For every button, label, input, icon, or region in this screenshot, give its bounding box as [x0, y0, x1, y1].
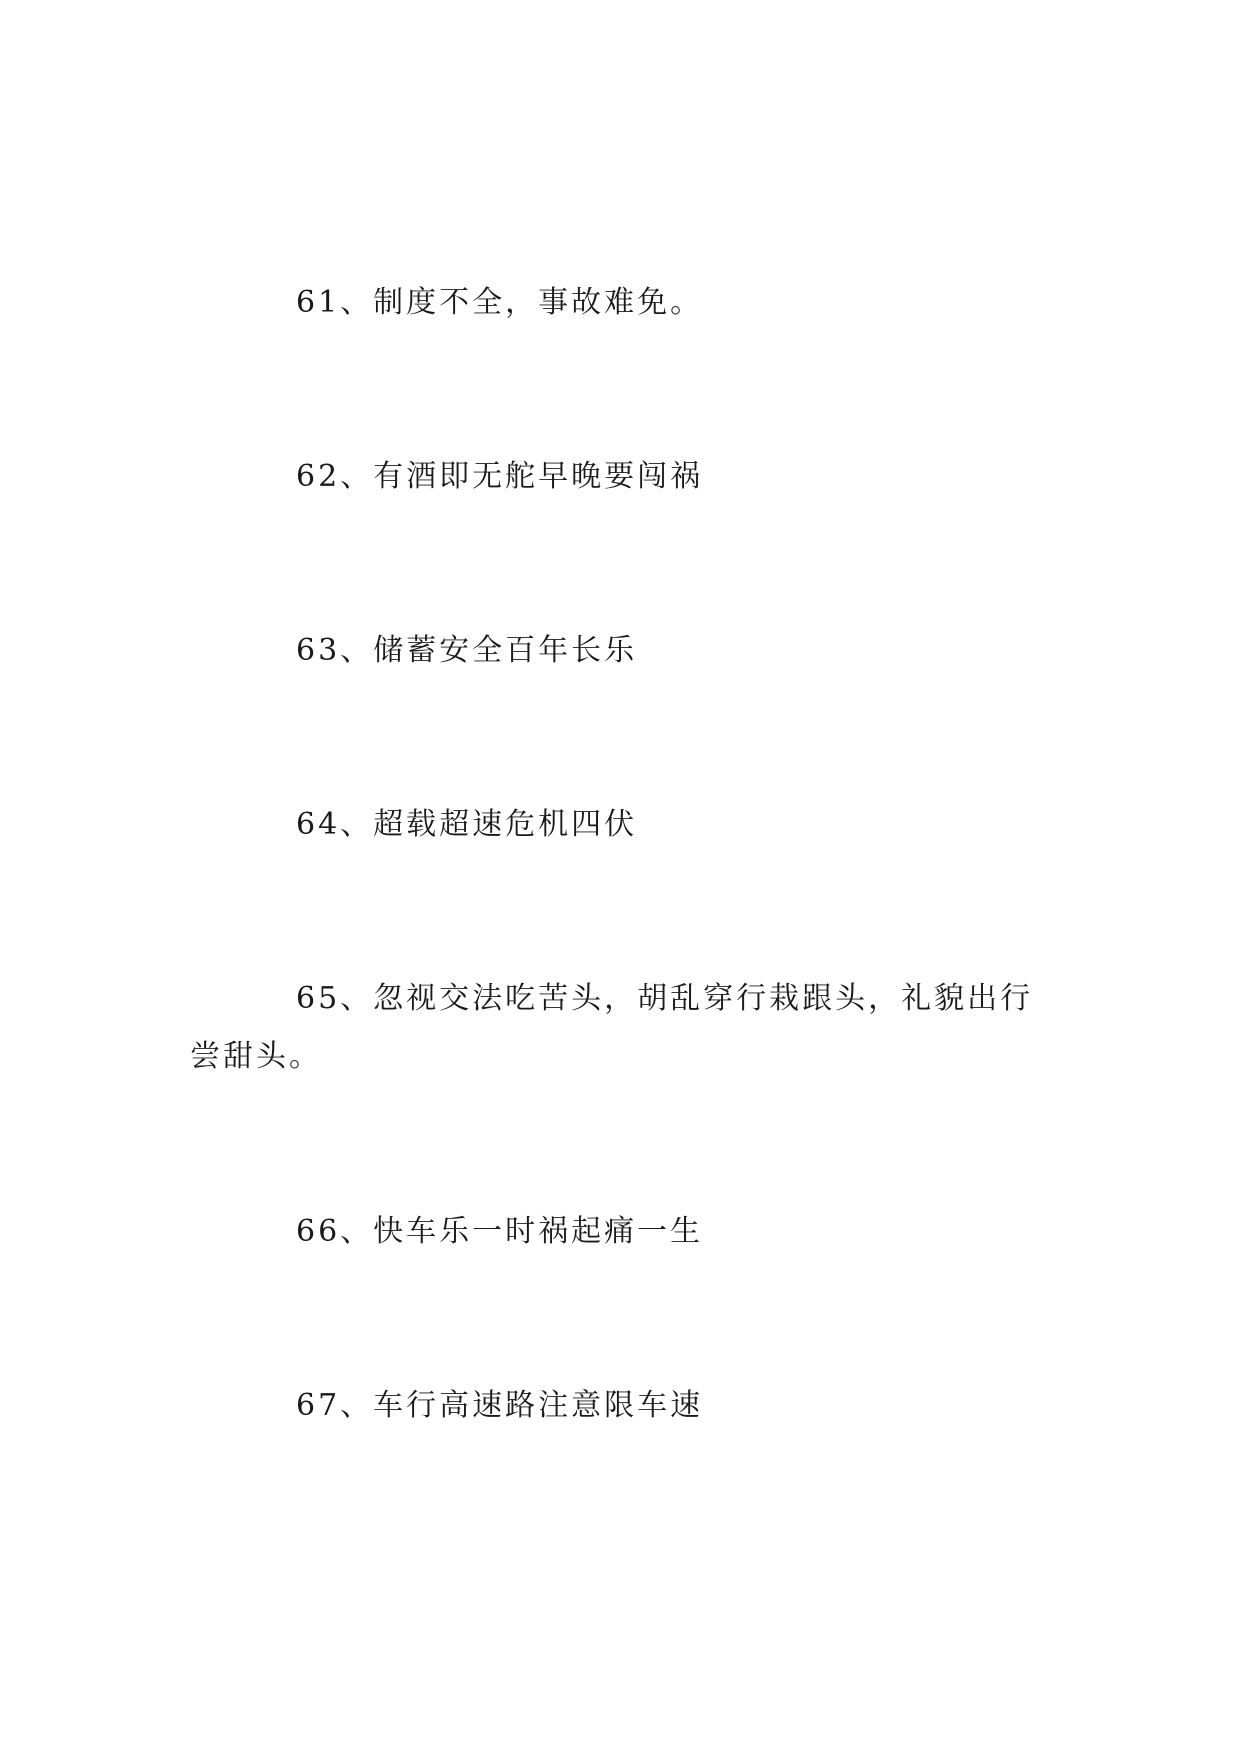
list-item: 66、快车乐一时祸起痛一生 — [296, 1214, 704, 1249]
list-item: 65、忽视交法吃苦头，胡乱穿行栽跟头，礼貌出行尝甜头。 — [190, 981, 1034, 1074]
list-item: 67、车行高速路注意限车速 — [296, 1388, 704, 1423]
list-item: 63、储蓄安全百年长乐 — [296, 633, 638, 668]
list-item: 62、有酒即无舵早晚要闯祸 — [296, 459, 704, 494]
list-item: 64、超载超速危机四伏 — [296, 807, 638, 842]
list-item: 61、制度不全，事故难免。 — [296, 285, 704, 320]
